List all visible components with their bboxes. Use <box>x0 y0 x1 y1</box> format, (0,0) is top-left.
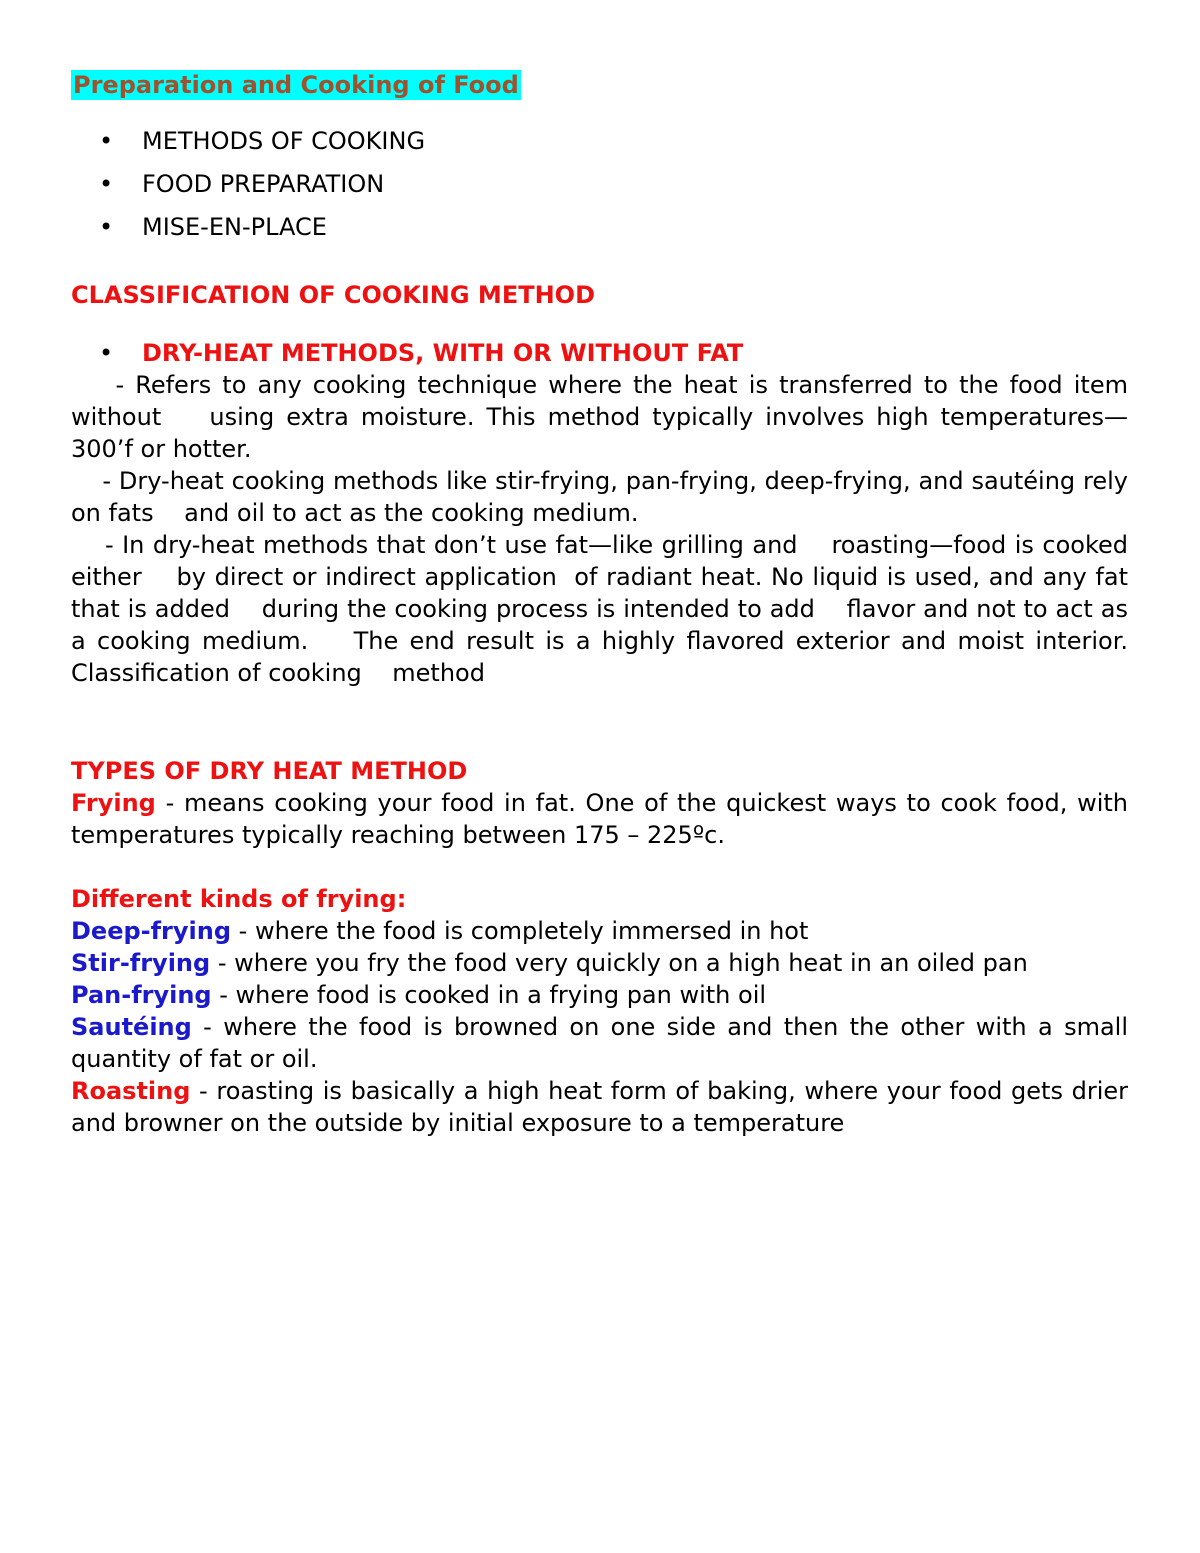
document-title: Preparation and Cooking of Food <box>73 71 519 99</box>
paragraph-dry-heat-definition: - Refers to any cooking technique where the heat is transferred to the food item without using extra moisture. This method typically involves high temperatures—300’f or hotter. <box>71 371 1136 463</box>
roasting-term: Roasting <box>71 1077 191 1105</box>
sauteing-term: Sautéing <box>71 1013 192 1041</box>
deep-frying-text: - where the food is completely immersed in hot <box>231 917 809 945</box>
bullet-icon: • <box>99 127 114 155</box>
frying-term: Frying <box>71 789 156 817</box>
sauteing-definition <box>71 1011 1128 1075</box>
pan-frying-definition <box>71 979 1128 1011</box>
title-block <box>71 70 1128 100</box>
classification-heading: CLASSIFICATION OF COOKING METHOD <box>71 281 595 309</box>
topic-label: MISE-EN-PLACE <box>142 213 327 241</box>
topic-label: METHODS OF COOKING <box>142 127 426 155</box>
types-heading: TYPES OF DRY HEAT METHOD <box>71 757 468 785</box>
topic-item <box>71 163 1128 206</box>
kinds-heading: Different kinds of frying: <box>71 885 407 913</box>
topic-item <box>71 120 1128 163</box>
bullet-icon: • <box>99 213 114 241</box>
dry-heat-heading <box>71 337 1128 369</box>
paragraph-dry-heat-fat: - Dry-heat cooking methods like stir-frying, pan-frying, deep-frying, and sautéing rely on fats and oil to act as the cooking medium. <box>71 467 1136 527</box>
dry-heat-heading-label: DRY-HEAT METHODS, WITH OR WITHOUT FAT <box>142 339 744 367</box>
paragraph-dry-heat-no-fat: - In dry-heat methods that don’t use fat—like grilling and roasting—food is cooked either by direct or indirect application of radiant heat. No liquid is used, and any fat that is added during the cooking process is intended to add flavor and not to act as a cooking medium. The end result is a highly flavored exterior and moist interior. Classification of cooking method <box>71 531 1136 687</box>
bullet-icon: • <box>99 339 114 367</box>
pan-frying-term: Pan-frying <box>71 981 212 1009</box>
stir-frying-definition <box>71 947 1128 979</box>
bullet-icon: • <box>99 170 114 198</box>
topic-list <box>71 120 1128 249</box>
roasting-text: - roasting is basically a high heat form of baking, where your food gets drier and browner on the outside by initial exposure to a temperature <box>71 1077 1128 1137</box>
sauteing-text: - where the food is browned on one side and then the other with a small quantity of fat or oil. <box>71 1013 1128 1073</box>
frying-definition <box>71 787 1128 851</box>
deep-frying-definition <box>71 915 1128 947</box>
topic-item <box>71 206 1128 249</box>
topic-label: FOOD PREPARATION <box>142 170 385 198</box>
frying-text: - means cooking your food in fat. One of the quickest ways to cook food, with temperatures typically reaching between 175 – 225ºc. <box>71 789 1128 849</box>
deep-frying-term: Deep-frying <box>71 917 232 945</box>
stir-frying-text: - where you fry the food very quickly on a high heat in an oiled pan <box>210 949 1028 977</box>
roasting-definition <box>71 1075 1128 1139</box>
stir-frying-term: Stir-frying <box>71 949 211 977</box>
pan-frying-text: - where food is cooked in a frying pan with oil <box>211 981 767 1009</box>
